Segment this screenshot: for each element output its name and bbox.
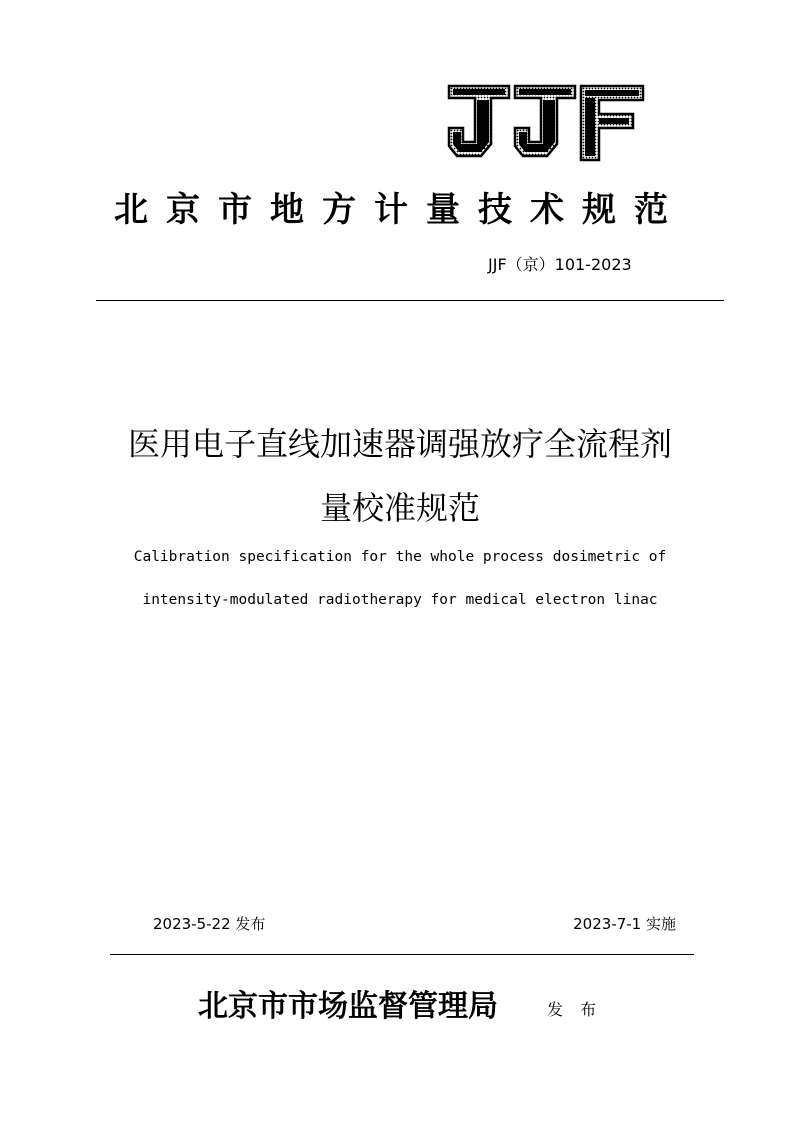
footer-divider — [110, 954, 694, 955]
series-title: 北京市地方计量技术规范 — [114, 190, 686, 230]
document-title-cn-line2: 量校准规范 — [319, 489, 480, 527]
document-title-en-line2: intensity-modulated radiotherapy for medical electron linac — [142, 592, 658, 608]
document-title-en-line1: Calibration specification for the whole process dosimetric of — [133, 549, 667, 565]
logo-letter-f — [581, 86, 643, 160]
document-title-cn-line1: 医用电子直线加速器调强放疗全流程剂 — [127, 425, 672, 463]
logo-letter-j-1 — [449, 86, 509, 156]
logo-letter-j-2 — [515, 86, 575, 156]
issue-date: 2023-5-22 发布 — [153, 915, 266, 933]
publisher-name: 北京市市场监督管理局 — [198, 989, 498, 1024]
implementation-date: 2023-7-1 实施 — [573, 915, 676, 933]
standard-code: JJF（京）101-2023 — [488, 255, 632, 274]
jjf-logo — [447, 84, 645, 164]
header-divider — [96, 300, 724, 301]
publish-label: 发 布 — [547, 1000, 603, 1019]
